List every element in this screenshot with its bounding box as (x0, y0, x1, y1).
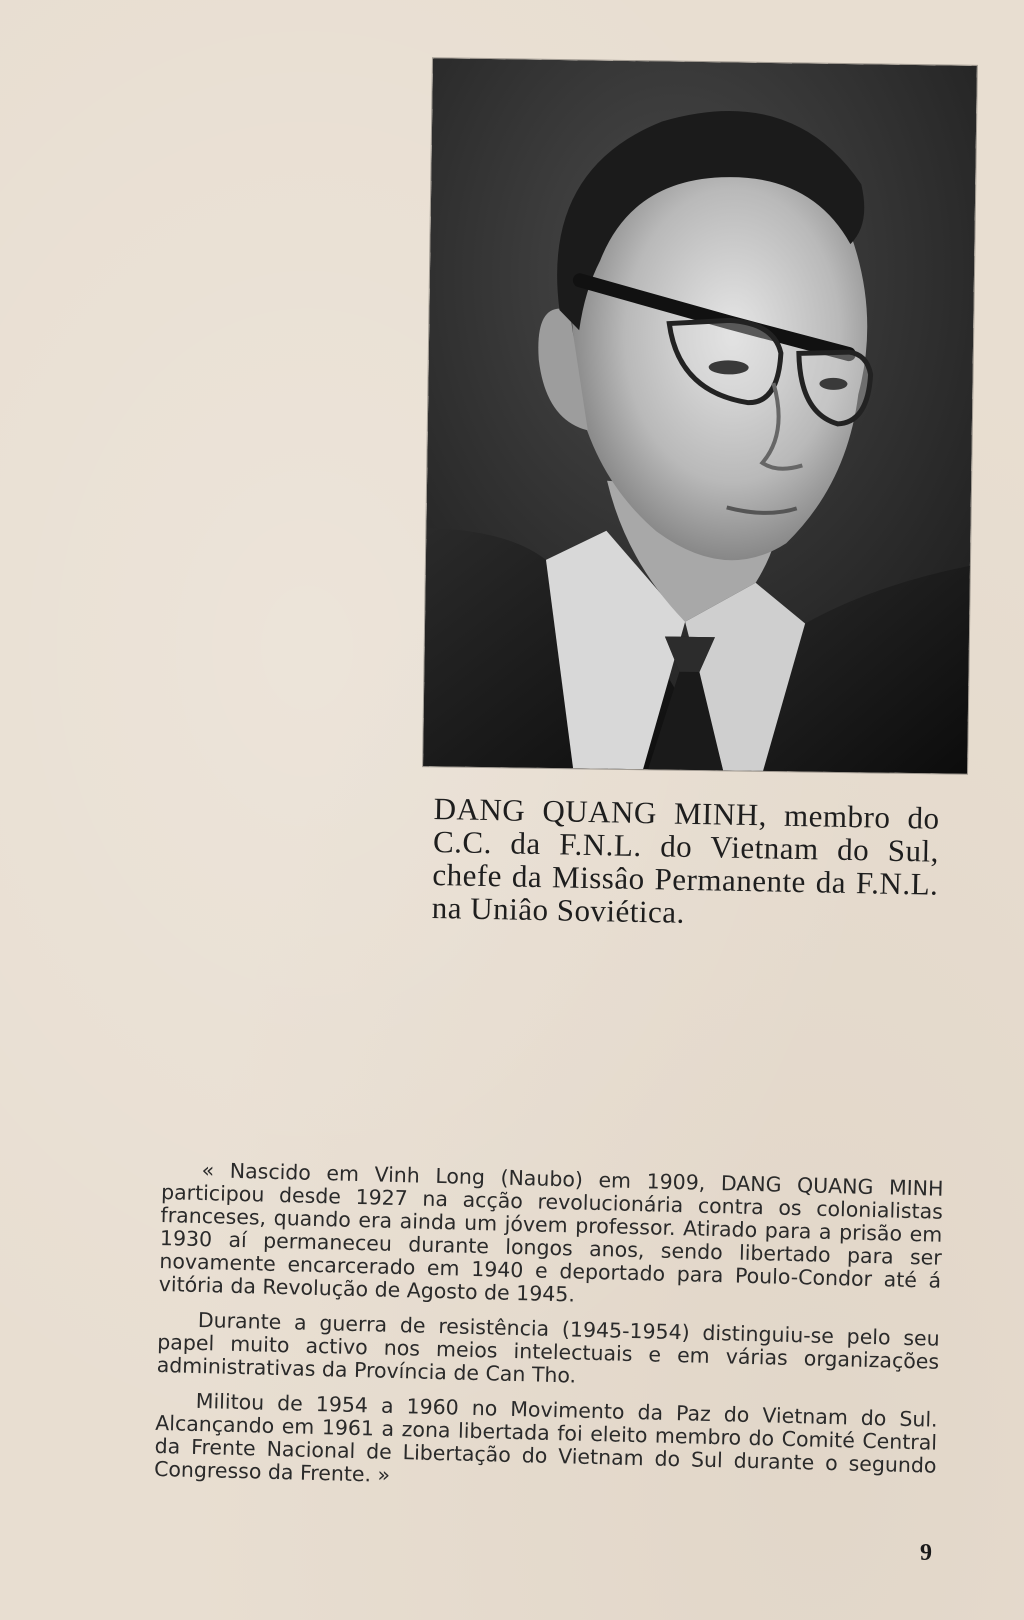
portrait-caption: DANG QUANG MINH, membro do C.C. da F.N.L. do Vietnam do Sul, chefe da Missâo Permanente da F.N.L. na Uniâo Soviética. (431, 791, 940, 930)
biography-paragraph: Durante a guerra de resistência (1945-1954) distinguiu-se pelo seu papel muito activo nos meios intelectuais e em várias organizações administrativas da Província de Can Tho. (156, 1307, 940, 1388)
biography-paragraph: « Nascido em Vinh Long (Naubo) em 1909, DANG QUANG MINH participou desde 1927 na acção revolucionária contra os colonialistas franceses, quando era ainda um jóvem professor. Atirado para a prisão em 1930 aí permaneceu durante longos anos, sendo libertado para ser novamente encarcerado em 1940 e deportado para Poulo-Condor até á vitória da Revolução de Agosto de 1945. (158, 1158, 944, 1307)
biography-text (154, 1158, 944, 1513)
portrait-photo-icon (423, 58, 977, 774)
page-number: 9 (920, 1540, 932, 1566)
biography-paragraph: Militou de 1954 a 1960 no Movimento da Paz do Vietnam do Sul. Alcançando em 1961 a zona libertada foi eleito membro do Comité Central da Frente Nacional de Libertação do Vietnam do Sul durante o segundo Congresso da Frente. » (153, 1388, 938, 1487)
portrait-photo (423, 58, 977, 774)
